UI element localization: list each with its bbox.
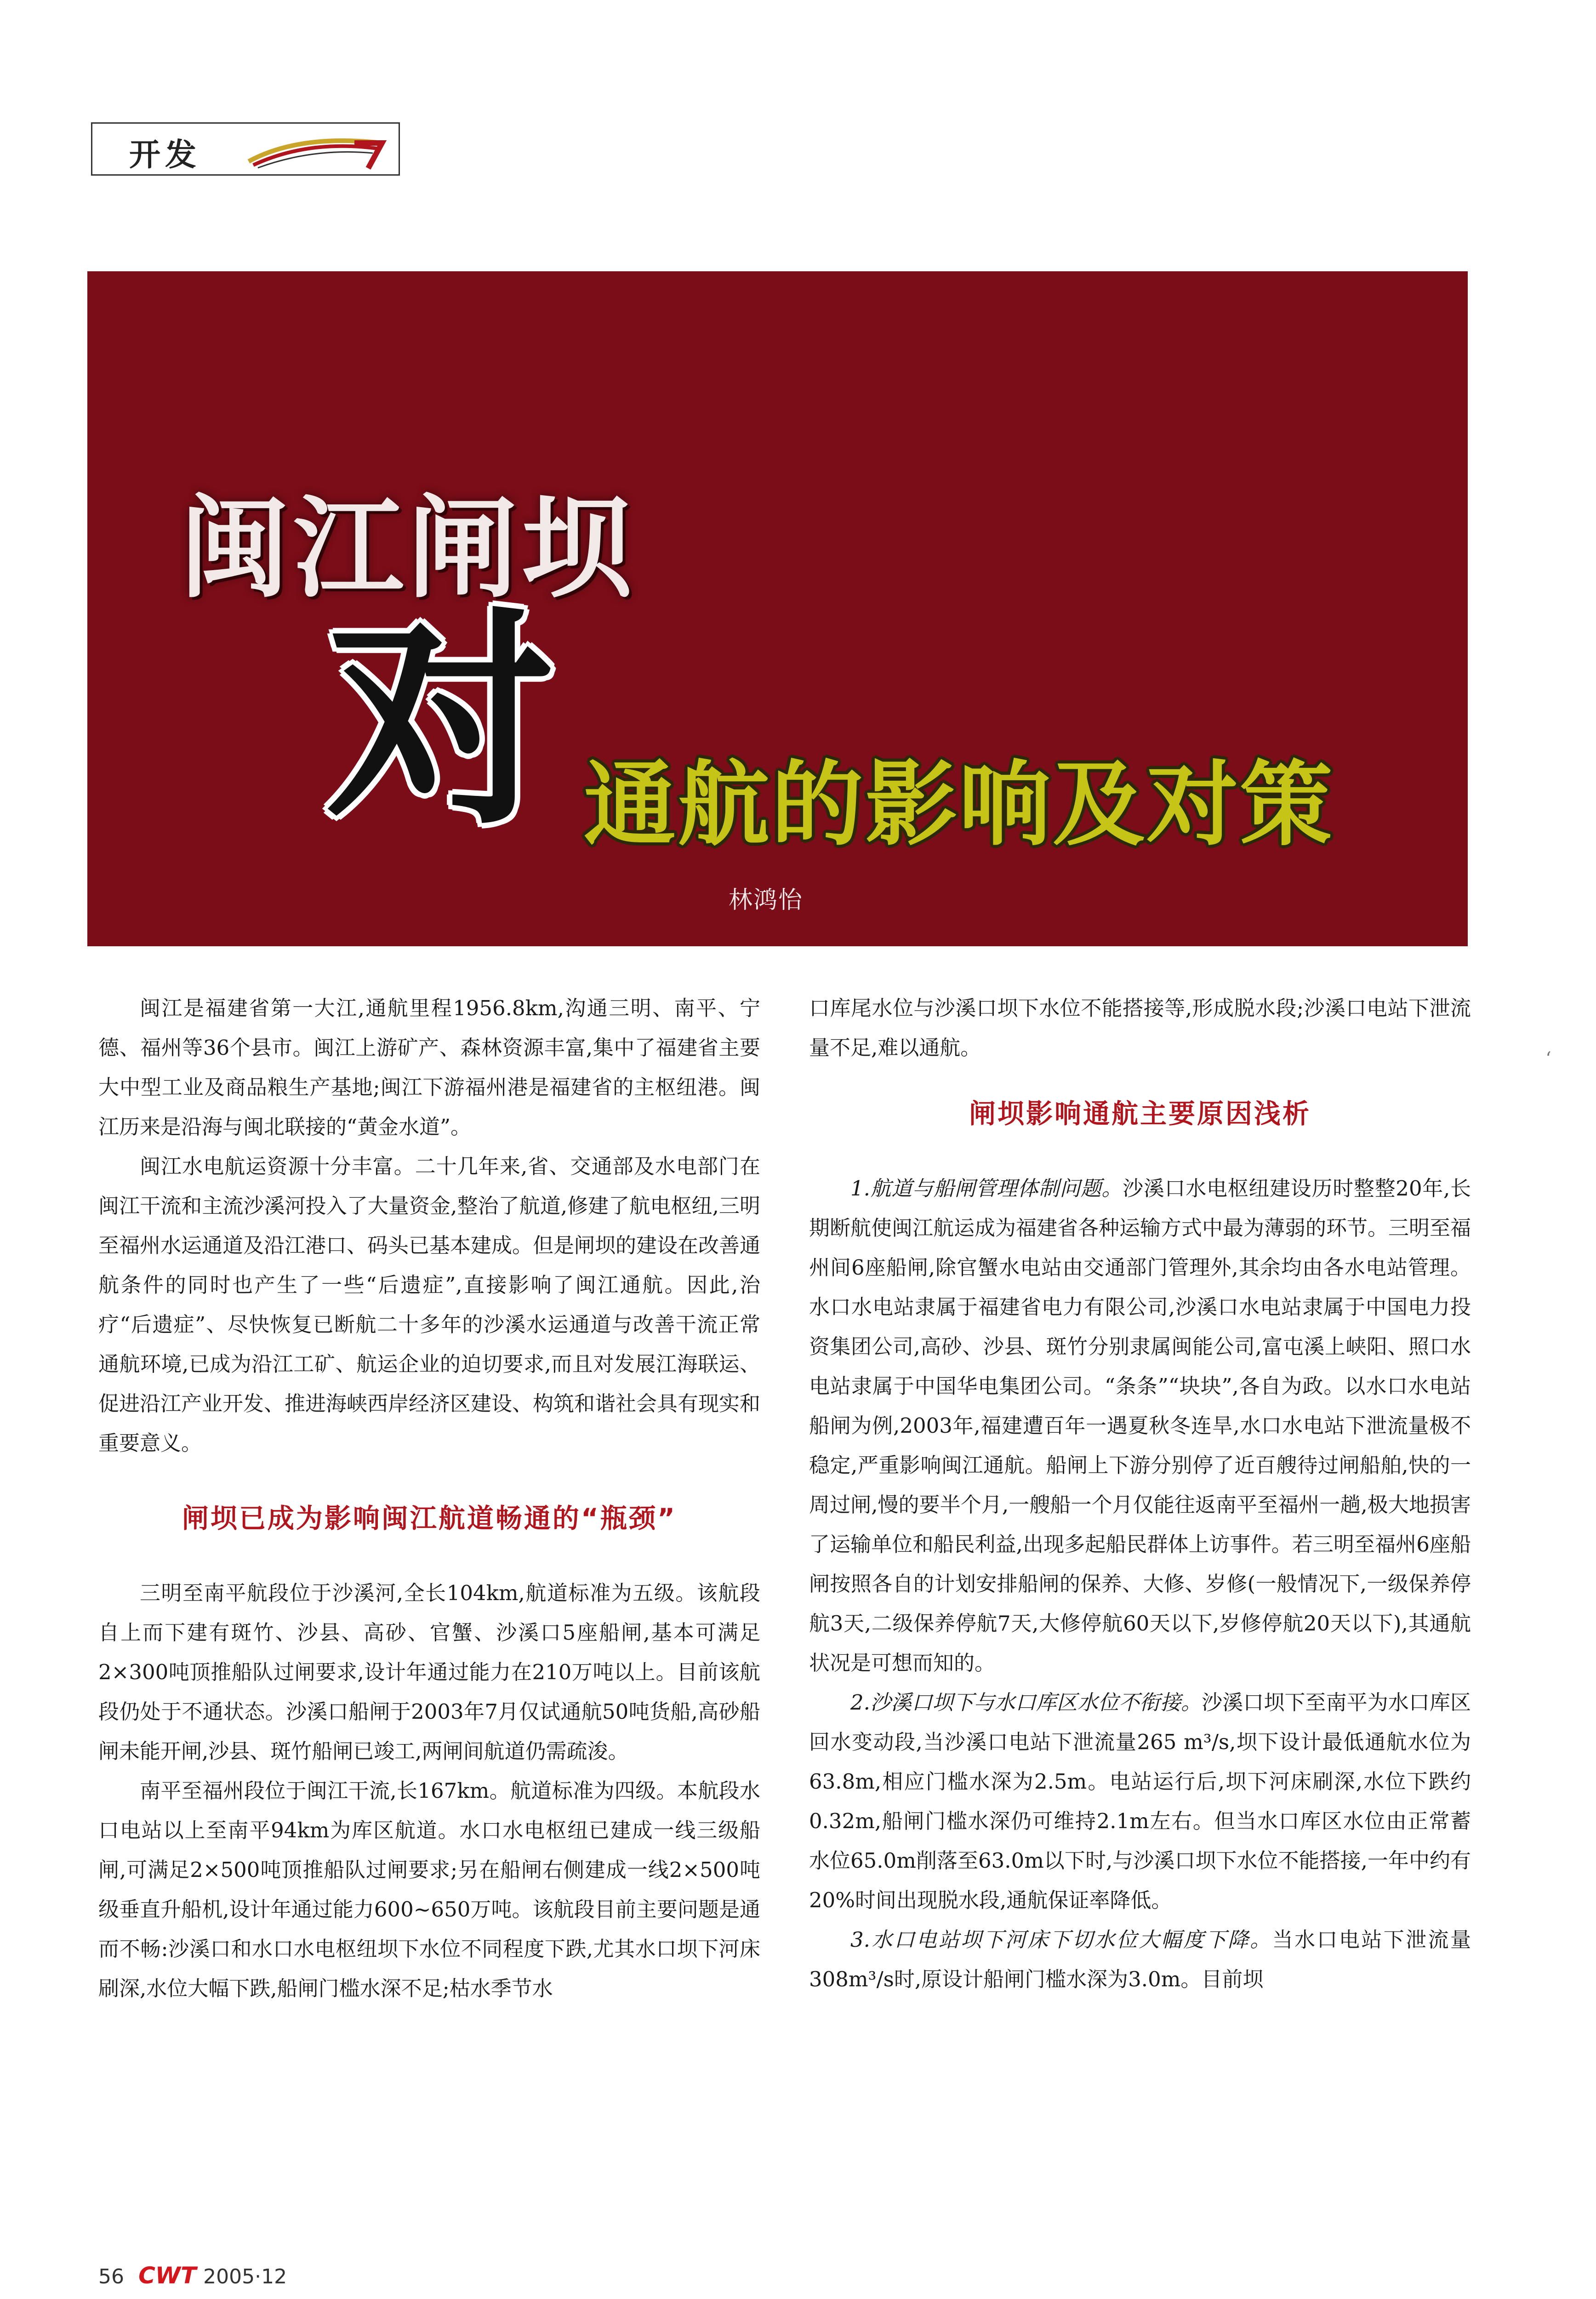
left-column [98, 989, 760, 2008]
paragraph [809, 1683, 1471, 1920]
paragraph [809, 1169, 1471, 1683]
issue-number: 2005·12 [203, 2265, 287, 2288]
title-banner [87, 271, 1468, 946]
paragraph-lead: 3.水口电站坝下河床下切水位大幅度下降。 [850, 1927, 1272, 1952]
section-heading: 闸坝影响通航主要原因浅析 [969, 1098, 1311, 1129]
article-title-main: 闽江闸坝 [179, 484, 636, 613]
section-heading: 闸坝已成为影响闽江航道畅通的“瓶颈” [182, 1503, 677, 1534]
paragraph: 闽江水电航运资源十分丰富。二十几年来,省、交通部及水电部门在闽江干流和主流沙溪河投入了大量资金,整治了航道,修建了航电枢纽,三明至福州水运通道及沿江港口、码头已基本建成。但是闸坝的建设在改善通航条件的同时也产生了一些“后遗症”,直接影响了闽江通航。因此,治疗“后遗症”、尽快恢复已断航二十多年的沙溪水运通道与改善干流正常通航环境,已成为沿江工矿、航运企业的迫切要求,而且对发展江海联运、促进沿江产业开发、推进海峡西岸经济区建设、构筑和谐社会具有现实和重要意义。 [98, 1154, 761, 1455]
paragraph: 闽江是福建省第一大江,通航里程1956.8km,沟通三明、南平、宁德、福州等36个县市。闽江上游矿产、森林资源丰富,集中了福建省主要大中型工业及商品粮生产基地;闽江下游福州港是福建省的主枢纽港。闽江历来是沿海与闽北联接的“黄金水道”。 [98, 996, 760, 1139]
stray-mark-icon: ‘ [1545, 1048, 1551, 1069]
paragraph-body: 沙溪口水电枢纽建设历时整整20年,长期断航使闽江航运成为福建省各种运输方式中最为薄弱的环节。三明至福州间6座船闸,除官蟹水电站由交通部门管理外,其余均由各水电站管理。水口水电站隶属于福建省电力有限公司,沙溪口水电站隶属于中国电力投资集团公司,高砂、沙县、斑竹分别隶属闽能公司,富屯溪上峡阳、照口水电站隶属于中国华电集团公司。“条条”“块块”,各自为政。以水口水电站船闸为例,2003年,福建遭百年一遇夏秋冬连旱,水口水电站下泄流量极不稳定,严重影响闽江通航。船闸上下游分别停了近百艘待过闸船舶,快的一周过闸,慢的要半个月,一艘船一个月仅能往返南平至福州一趟,极大地损害了运输单位和船民利益,出现多起船民群体上访事件。若三明至福州6座船闸按照各自的计划安排船闸的保养、大修、岁修(一般情况下,一级保养停航3天,二级保养停航7天,大修停航60天以下,岁修停航20天以下),其通航状况是可想而知的。 [809, 1176, 1471, 1675]
paragraph-lead: 2.沙溪口坝下与水口库区水位不衔接。 [850, 1690, 1202, 1715]
paragraph-body: 当水口电站下泄流量308m³/s时,原设计船闸门槛水深为3.0m。目前坝 [809, 1927, 1471, 1991]
right-column [809, 989, 1471, 1999]
paragraph: 口库尾水位与沙溪口坝下水位不能搭接等,形成脱水段;沙溪口电站下泄流量不足,难以通航。 [809, 996, 1471, 1060]
paragraph-body: 沙溪口坝下至南平为水口库区回水变动段,当沙溪口电站下泄流量265 m³/s,坝下设计最低通航水位为63.8m,相应门槛水深为2.5m。电站运行后,坝下河床刷深,水位下跌约0.32m,船闸门槛水深仍可维持2.1m左右。但当水口库区水位由正常蓄水位65.0m削落至63.0m以下时,与沙溪口坝下水位不能搭接,一年中约有20%时间出现脱水段,通航保证率降低。 [809, 1690, 1471, 1912]
paragraph: 南平至福州段位于闽江干流,长167km。航道标准为四级。本航段水口电站以上至南平94km为库区航道。水口水电枢纽已建成一线三级船闸,可满足2×500吨顶推船队过闸要求;另在船闸右侧建成一线2×500吨级垂直升船机,设计年通过能力600~650万吨。该航段目前主要问题是通而不畅:沙溪口和水口水电枢纽坝下水位不同程度下跌,尤其水口坝下河床刷深,水位大幅下跌,船闸门槛水深不足;枯水季节水 [98, 1779, 760, 2001]
paragraph-lead: 1.航道与船闸管理体制问题。 [850, 1176, 1123, 1201]
section-label: 开发 [129, 137, 201, 173]
swoosh-logo-icon [244, 129, 391, 171]
page-number: 56 [98, 2265, 124, 2288]
section-tag [91, 122, 400, 176]
article-title-sub: 通航的影响及对策 [584, 751, 1334, 858]
paragraph [809, 1920, 1471, 1999]
page-footer [98, 2262, 287, 2289]
article-title-dui: 对 [326, 588, 556, 856]
magazine-logo: CWT [138, 2262, 197, 2289]
paragraph: 三明至南平航段位于沙溪河,全长104km,航道标准为五级。该航段自上而下建有斑竹、沙县、高砂、官蟹、沙溪口5座船闸,基本可满足2×300吨顶推船队过闸要求,设计年通过能力在210万吨以上。目前该航段仍处于不通状态。沙溪口船闸于2003年7月仅试通航50吨货船,高砂船闸未能开闸,沙县、斑竹船闸已竣工,两闸间航道仍需疏浚。 [98, 1581, 760, 1763]
author-name: 林鸿怡 [729, 886, 804, 914]
